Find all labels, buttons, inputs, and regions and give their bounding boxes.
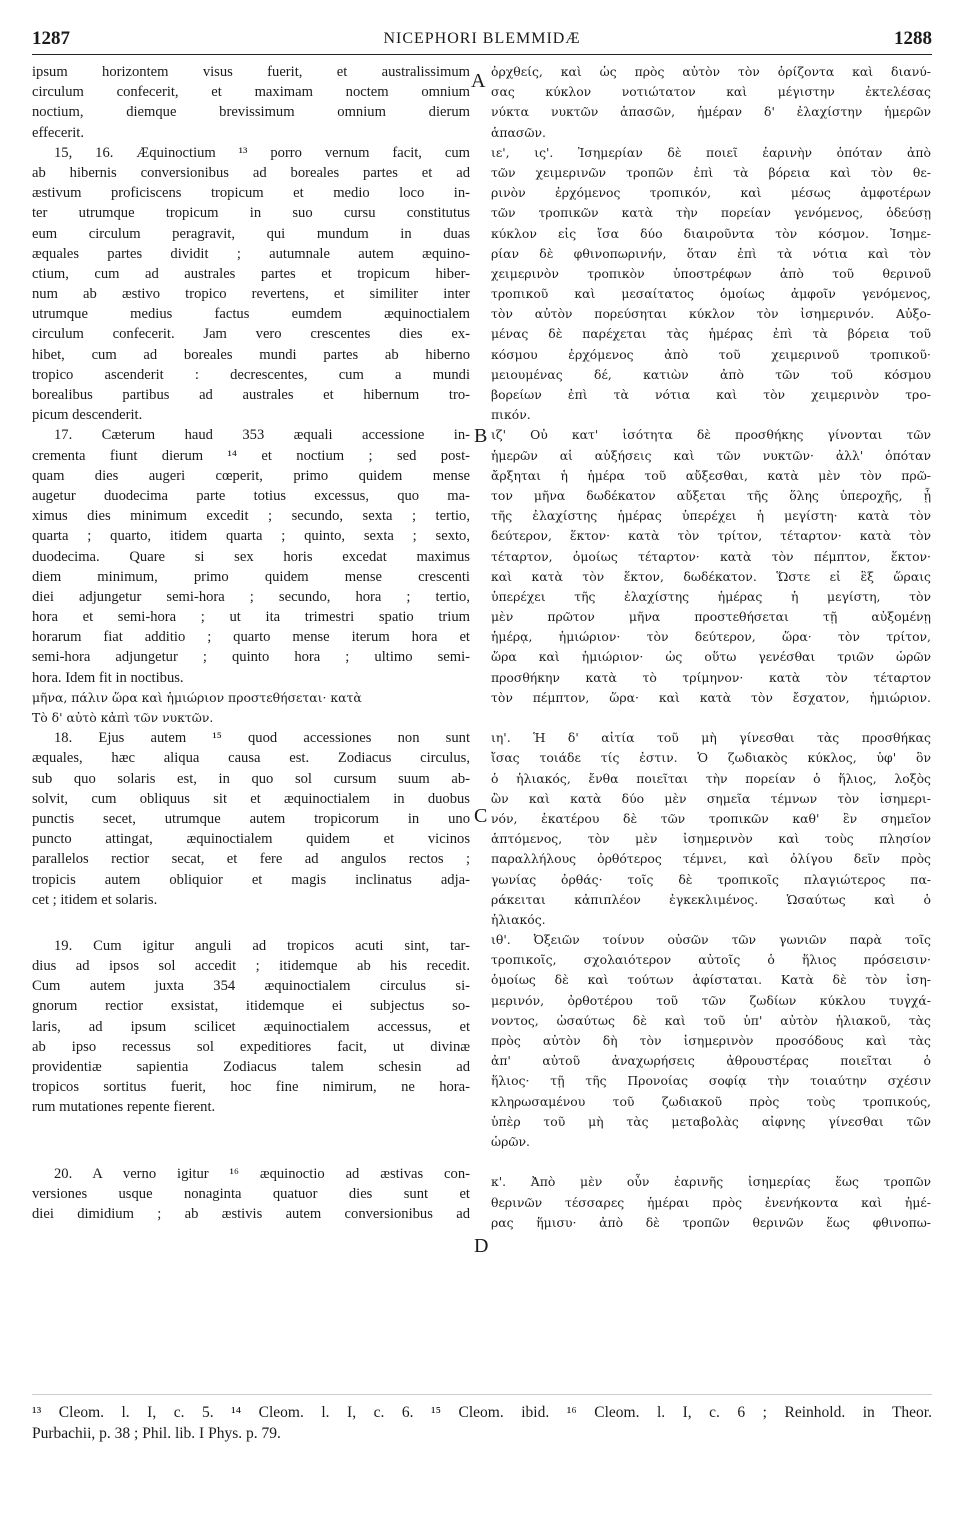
greek-line: τροπικοῦ καὶ μεσαίτατος ὁμοίως ἀμφοῖν γενόμενος, [491, 286, 931, 302]
latin-line: ctium, cum ad australes partes et tropicum hiber- [32, 265, 470, 282]
latin-line: hibet, cum ad boreales mundi partes ab hiberno [32, 346, 470, 363]
greek-line: τον μῆνα δωδέκατον αὔξεται τῆς ὅλης ὑπεροχῆς, ᾗ [491, 487, 931, 503]
greek-line: κύκλον εἰς ἴσα δύο διαιροῦντα τὸν κόσμον. Ἰσημε- [491, 225, 931, 241]
latin-line: ter utrumque tropicum in suo cursu constitutus [32, 205, 470, 222]
latin-line: gnorum rectior exsistat, itidemque ei subjectus so- [32, 998, 470, 1015]
greek-line: ὑπὲρ τοῦ μὴ τὰς μεταβολὰς αἰφνης γίνεσθαι τῶν [491, 1113, 931, 1129]
greek-line: γωνίας ὀρθάς· τοῖς δὲ τροπικοῖς πλαγιώτερος πα- [491, 871, 931, 887]
greek-line: ὀρχθείς, καὶ ὡς πρὸς αὐτὸν τὸν ὁρίζοντα καὶ διανύ- [491, 64, 931, 79]
greek-line: μερινόν, ὀρθοτέρου τοῦ τῶν ζωδίων κύκλου τυγχά- [491, 992, 931, 1008]
greek-line: τῆς ἐλαχίστης ἡμέρας ὑπερέχει ἡ μεγίστη· κατὰ τὸν [491, 508, 931, 524]
latin-line: utrumque medius factus eumdem æquinoctialem [32, 306, 470, 323]
greek-line: πικόν. [491, 407, 531, 423]
latin-line: augetur duodecima parte totius excessus, quo ma- [32, 487, 470, 504]
greek-line: ὑπερέχει τῆς ἐλαχίστης ἡμέρας ἡ μεγίστη, τὸν [491, 588, 931, 604]
greek-column [491, 62, 931, 1233]
latin-line: solvit, cum obliquus sit et æquinoctialem in duobus [32, 790, 470, 807]
latin-line: ab ipso recessus sol expeditiores facit, ut divinæ [32, 1038, 470, 1055]
latin-line: ipsum horizontem visus fuerit, et australissimum [32, 64, 470, 80]
latin-line: diei adjungetur semi-hora ; secundo, hora ; tertio, [32, 588, 470, 605]
greek-line: βορείων ἐπὶ τὰ νότια καὶ τὸν χειμερινὸν τρο- [491, 387, 931, 402]
greek-line: κ'. Ἀπὸ μὲν οὖν ἐαρινῆς ἰσημερίας ἕως τροπῶν [491, 1174, 931, 1190]
greek-line: τῶν τροπικῶν κατὰ τὴν πορείαν γενόμενος, ὁδεύσῃ [491, 205, 931, 221]
latin-line: num ab æstivo tropico revertens, et similiter inter [32, 286, 470, 303]
latin-line: æstivum proficiscens tropicum et medio loco in- [32, 185, 470, 202]
greek-line: νόν, ἑκατέρου δὲ τῶν τροπικῶν καθ' ἓν σημεῖον [491, 810, 931, 826]
greek-line: ρας ἥμισυ· ἀπὸ δὲ τροπῶν θερινῶν ἕως φθινοπω- [491, 1214, 931, 1230]
greek-line: ράκειται κἀπιπλέον ἐγκεκλιμένος. Ὡσαύτως καὶ ὁ [491, 891, 931, 907]
latin-line: ab hibernis conversionibus ad boreales partes et ad [32, 164, 470, 181]
greek-line: παραλλήλους ὀρθότερος τέμνει, καὶ ὀλίγου δεῖν πρὸς [491, 851, 931, 867]
latin-line: horarum fiat additio ; quarto mense iterum hora et [32, 629, 470, 646]
latin-line: circulum confecerit, et maximam noctem omnium [32, 84, 470, 101]
latin-line: providentiæ sapientia Zodiacus talem schesin ad [32, 1059, 470, 1075]
latin-line: rum mutationes repente fierent. [32, 1099, 216, 1116]
greek-line: ιη'. Ἡ δ' αἰτία τοῦ μὴ γίνεσθαι τὰς προσθήκας [491, 730, 931, 746]
footnote-line: ¹³ Cleom. l. I, c. 5. ¹⁴ Cleom. l. I, c. 6. ¹⁵ Cleom. ibid. ¹⁶ Cleom. l. I, c. 6 ; Reinhold. in Theor. [32, 1404, 932, 1421]
latin-line: 17. Cæterum haud 353 æquali accessione in- [54, 427, 470, 444]
greek-line: καὶ κατὰ τὸν ἕκτον, δωδέκατον. Ὥστε εἰ ἓξ ὥραις [491, 568, 931, 584]
greek-line: τὸν αὐτὸν πορεύσηται κύκλον τὸν ἰσημερινόν. Αὐξο- [491, 306, 931, 322]
greek-line: ὁμοίως δὲ καὶ τούτων ἀφίσταται. Κατὰ δὲ τὸν ἰση- [491, 972, 931, 988]
latin-line: picum descenderit. [32, 407, 143, 424]
greek-line: τροπικοῖς, σχολαιότερον αὐτοῖς ὁ ἥλιος πρόσεισιν· [491, 952, 931, 968]
latin-line: 19. Cum igitur anguli ad tropicos acuti sint, tar- [54, 937, 470, 954]
greek-line: νύκτα νυκτῶν ἁπασῶν, ἡμέραν δ' ἐλαχίστην ἡμερῶν [491, 104, 931, 120]
latin-line: laris, ad ipsum scilicet æquinoctialem accessus, et [32, 1018, 470, 1035]
greek-line: κληρωσαμένου τοῦ ζωδιακοῦ πρὸς τοὺς τροπικούς, [491, 1093, 931, 1109]
latin-line: 18. Ejus autem ¹⁵ quod accessiones non sunt [54, 730, 470, 747]
latin-line: æquales, hæc aliqua causa est. Zodiacus circulus, [32, 750, 470, 767]
latin-line: Cum autem juxta 354 æquinoctialem circulus si- [32, 978, 470, 995]
margin-marker-d: D [474, 1235, 489, 1257]
margin-marker-c: C [474, 805, 488, 827]
latin-line: parallelos rectior secat, et fere ad angulos rectos ; [32, 851, 470, 868]
latin-line: puncto attingat, æquinoctialem quidem et vicinos [32, 831, 470, 848]
latin-line: noctium, diemque brevissimum omnium dierum [32, 104, 470, 121]
greek-line: τέταρτον, ὁμοίως τέταρτον· κατὰ τὸν πέμπτον, ἕκτον· [491, 548, 931, 564]
latin-line: crementa fiunt dierum ¹⁴ et noctium ; sed post- [32, 447, 470, 464]
latin-line: æquales partes dividit ; autumnale autem æquino- [32, 245, 470, 262]
greek-line: προσθήκην κατὰ τὸ τρίμηνον· κατὰ τὸν τέταρτον [491, 669, 931, 685]
greek-line: ὥρα καὶ ἡμιώριον· ὡς οὕτω γενέσθαι τριῶν ὡρῶν [491, 649, 931, 665]
greek-line: μειουμένας δέ, κατιὼν ἀπὸ τῶν τοῦ κόσμου [491, 366, 931, 382]
greek-line: ιθ'. Ὀξειῶν τοίνυν οὐσῶν τῶν γωνιῶν παρὰ τοῖς [491, 932, 931, 948]
latin-line: dius ad ipsos sol accedit ; itidemque ab his recedit. [32, 958, 470, 975]
latin-line: diem minimum, primo quidem mense crescenti [32, 568, 470, 585]
latin-line: hora. Idem fit in noctibus. [32, 669, 184, 686]
latin-line: quarta ; quarto, itidem quarta ; quinto, sexta ; sexto, [32, 528, 470, 545]
latin-line: diei dimidium ; ab æstivis autem conversionibus ad [32, 1206, 470, 1223]
greek-line: χειμερινὸν τροπικὸν ὑποστρέφων ἀπὸ τοῦ θερινοῦ [491, 265, 931, 281]
page-number-right: 1288 [894, 28, 932, 49]
greek-line: ἁπτόμενος, τὸν μὲν ἰσημερινὸν καὶ τοὺς πλησίον [491, 831, 931, 847]
latin-line: tropicos sortitus fuerit, hoc fine nimirum, ne hora- [32, 1079, 470, 1096]
latin-line: 20. A verno igitur ¹⁶ æquinoctio ad æstivas con- [54, 1165, 470, 1182]
greek-line: ἄρξηται ἡ ἡμέρα τοῦ αὔξεσθαι, κατὰ μὲν τὸν πρῶ- [491, 467, 931, 483]
greek-line: δεύτερον, ἕκτον· κατὰ τὸν τρίτον, τέταρτον· κατὰ τὸν [491, 528, 931, 544]
latin-line: quam dies augeri cœperit, primo quidem mense [32, 467, 470, 484]
greek-line: τῶν χειμερινῶν τροπῶν ἐπὶ τὰ βόρεια καὶ τὸν θε- [491, 164, 931, 180]
greek-line: ἁπασῶν. [491, 124, 546, 140]
greek-line: κόσμου ἐρχόμενος ἀπὸ τοῦ χειμερινοῦ τροπικοῦ· [491, 346, 931, 362]
greek-line: ἡλιακός. [491, 911, 546, 927]
greek-line: πρὸς αὐτὸν δὴ τὸν ἰσημερινὸν προσόδους καὶ τὰς [491, 1033, 931, 1048]
greek-line: ὁ ἡλιακός, ἔνθα ποιεῖται τὴν πορείαν ὁ ἥλιος, λοξὸς [491, 770, 931, 786]
greek-line: θερινῶν τέσσαρες ἡμέραι πρὸς ἐνενήκοντα καὶ ἡμέ- [491, 1194, 931, 1210]
margin-marker-a: A [471, 70, 486, 92]
greek-line: μένας δὲ παρέχεται τὰς ἡμέρας ἐπὶ τὰ βόρεια τοῦ [491, 326, 931, 342]
greek-line: ὡρῶν. [491, 1133, 530, 1149]
greek-line: νοντος, ὡσαύτως δὲ καὶ τοῦ ὑπ' αὐτὸν ἡλιακοῦ, τὰς [491, 1012, 931, 1028]
latin-line: ximus dies minimum excedit ; secundo, sexta ; tertio, [32, 508, 470, 525]
running-title: NICEPHORI BLEMMIDÆ [383, 30, 581, 47]
latin-line: punctis secet, utrumque autem tropicorum in uno [32, 810, 470, 827]
greek-line: ιζ' Οὐ κατ' ἰσότητα δὲ προσθήκης γίνονται τῶν [491, 427, 931, 443]
latin-line: versiones usque nonaginta quatuor dies sunt et [32, 1185, 470, 1202]
running-header [32, 26, 932, 55]
latin-line: tropicis autem obliquior et magis inclinatus adja- [32, 871, 470, 888]
latin-line: cet ; itidem et solaris. [32, 891, 158, 908]
greek-line: ἴσας τοιάδε τίς ἐστιν. Ὁ ζωδιακὸς κύκλος, ὑφ' ὃν [491, 750, 931, 766]
greek-line: σας κύκλον νοτιώτατον καὶ μέγιστην ἐκτελέσας [491, 84, 931, 100]
greek-line: ιε', ις'. Ἰσημερίαν δὲ ποιεῖ ἐαρινὴν ὁπόταν ἀπὸ [491, 144, 931, 160]
greek-line: ἥλιος· τῇ τῆς Προνοίας σοφίᾳ τὴν τοιαύτην σχέσιν [491, 1073, 931, 1089]
latin-line: tropico ascenderit : decrescentes, cum a mundi [32, 366, 470, 383]
greek-line: ρινὸν ἐρχόμενος τροπικόν, καὶ μέσως ἀμφοτέρων [491, 185, 931, 201]
greek-line: μὲν πρῶτον μῆνα προστεθήσεται τῇ αὐξομένῃ [491, 609, 931, 625]
latin-line: effecerit. [32, 124, 84, 141]
greek-line: ἀπ' αὐτοῦ ἀναχωρήσεις ἀθρουστέρας ποιεῖται ὁ [491, 1053, 931, 1069]
footnote-divider [32, 1394, 932, 1395]
latin-column [32, 62, 470, 1224]
margin-marker-b: B [474, 425, 488, 447]
greek-line: ἡμερῶν αἱ αὐξήσεις καὶ τῶν νυκτῶν· ἀλλ' ὁπόταν [491, 447, 931, 463]
latin-line: 15, 16. Æquinoctium ¹³ porro vernum facit, cum [54, 144, 470, 161]
footnotes [32, 1402, 932, 1444]
latin-line: eum circulum peragravit, qui mundum in duas [32, 225, 470, 242]
greek-overflow-line: Τὸ δ' αὐτὸ κἀπὶ τῶν νυκτῶν. [32, 710, 214, 725]
greek-line: ὢν καὶ κατὰ δύο μὲν σημεῖα τέμνων τὸν ἰσημερι- [491, 790, 931, 806]
greek-line: ἡμέρᾳ, ἡμιώριον· τὸν δεύτερον, ὥρα· τὸν τρίτον, [491, 629, 931, 645]
footnote-line: Purbachii, p. 38 ; Phil. lib. I Phys. p. 79. [32, 1425, 281, 1442]
latin-line: sub quo solaris est, in quo sol cursum suum ab- [32, 770, 470, 787]
greek-overflow-line: μῆνα, πάλιν ὥρα καὶ ἡμιώριον προστεθήσεται· κατὰ [32, 689, 362, 705]
latin-line: hora et semi-hora ; ut ita trimestri spatio trium [32, 609, 470, 626]
greek-line: ρίαν δὲ φθινοπωρινήν, ὅταν ἐπὶ τὰ νότια καὶ τὸν [491, 245, 931, 261]
latin-line: duodecima. Quare si sex horis excedat maximus [32, 548, 470, 565]
greek-line: τὸν πέμπτον, ὥρα· καὶ κατὰ τὸν ἔσχατον, ἡμιώριον. [491, 689, 931, 705]
latin-line: borealibus partibus ad australes et hibernum tro- [32, 387, 470, 403]
page-number-left: 1287 [32, 28, 70, 49]
latin-line: semi-hora adjungetur ; quinto hora ; ultimo semi- [32, 649, 470, 666]
latin-line: circulum confecerit. Jam vero crescentes dies ex- [32, 326, 470, 343]
